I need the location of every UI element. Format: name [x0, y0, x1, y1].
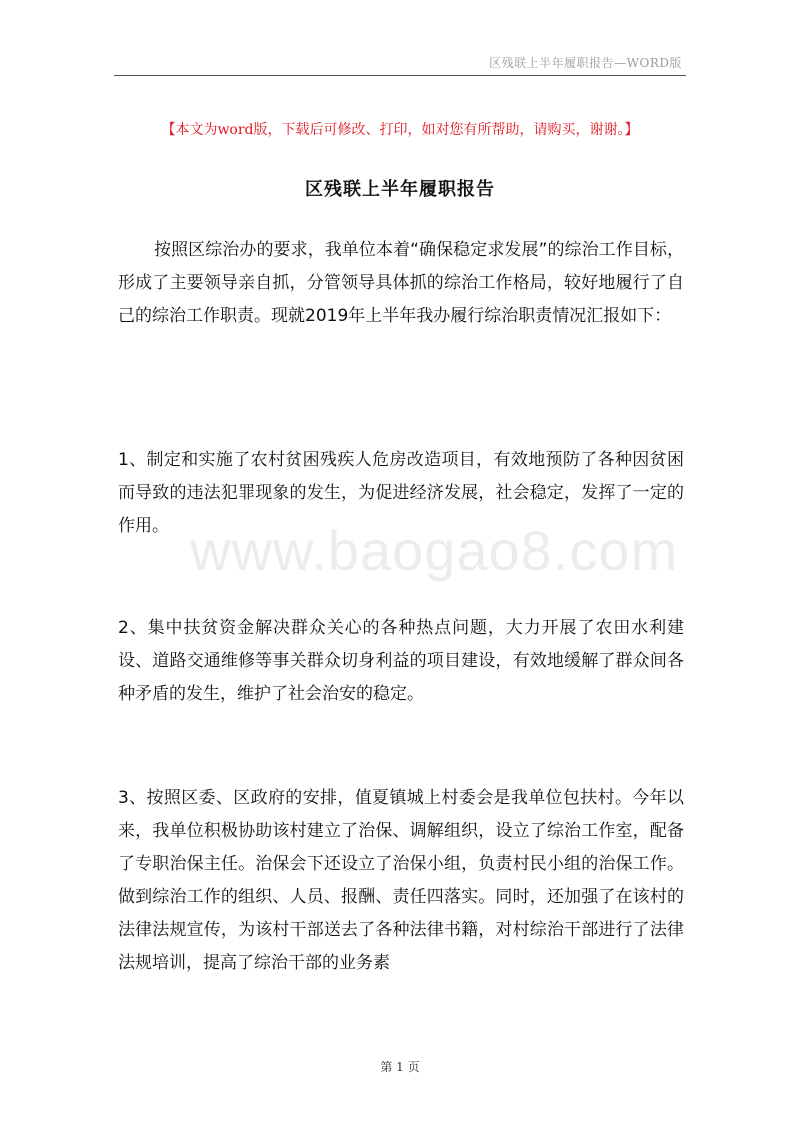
paragraph-item-1: 1、制定和实施了农村贫困残疾人危房改造项目，有效地预防了各种因贫困而导致的违法犯罪现象的发生，为促进经济发展，社会稳定，发挥了一定的作用。	[118, 450, 684, 536]
watermark: www.baogao8.com	[190, 519, 679, 582]
header-divider	[114, 75, 686, 76]
paragraph-item-2: 2、集中扶贫资金解决群众关心的各种热点问题，大力开展了农田水利建设、道路交通维修等事关群众切身利益的项目建设，有效地缓解了群众间各种矛盾的发生，维护了社会治安的稳定。	[118, 618, 684, 704]
paragraph-intro: 按照区综治办的要求，我单位本着“确保稳定求发展”的综治工作目标，形成了主要领导亲自抓，分管领导具体抓的综治工作格局，较好地履行了自己的综治工作职责。现就2019年上半年我办履行综治职责情况汇报如下：	[118, 240, 684, 326]
running-header: 区残联上半年履职报告—WORD版	[489, 56, 682, 70]
page-number: 第 1 页	[380, 1060, 420, 1074]
document-title: 区残联上半年履职报告	[305, 179, 495, 200]
purchase-notice: 【本文为word版，下载后可修改、打印，如对您有所帮助，请购买，谢谢。】	[161, 122, 639, 138]
paragraph-item-3: 3、按照区委、区政府的安排，值夏镇城上村委会是我单位包扶村。今年以来，我单位积极协助该村建立了治保、调解组织，设立了综治工作室，配备了专职治保主任。治保会下还设立了治保小组，负责村民小组的治保工作。做到综治工作的组织、人员、报酬、责任四落实。同时，还加强了在该村的法律法规宣传，为该村干部送去了各种法律书籍，对村综治干部进行了法律法规培训，提高了综治干部的业务素	[118, 788, 684, 973]
